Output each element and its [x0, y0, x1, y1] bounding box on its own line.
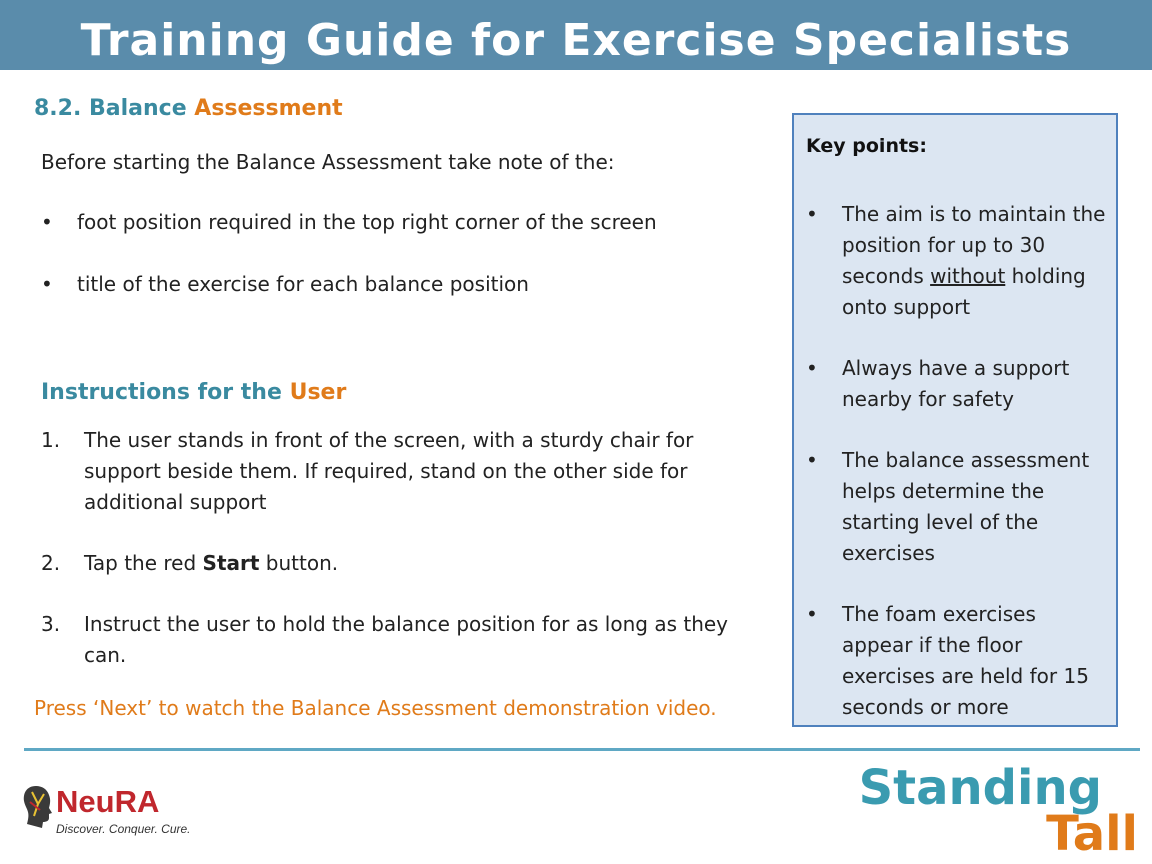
- list-item: [806, 599, 1106, 723]
- section-title-accent: Assessment: [194, 96, 343, 121]
- step-text-post: button.: [265, 551, 339, 575]
- step-item: [41, 548, 761, 579]
- key-point-text: The foam exercises appear if the floor exercises are held for 15 seconds or more: [842, 602, 1089, 719]
- instructions-heading-accent: User: [289, 380, 347, 405]
- step-text-bold: Start: [202, 551, 260, 575]
- step-text-pre: Tap the red: [84, 551, 197, 575]
- list-item: [41, 210, 657, 272]
- key-points-box: [792, 113, 1118, 727]
- step-text: The user stands in front of the screen, with a sturdy chair for support beside them. If required, stand on the other side for additional support: [84, 428, 694, 514]
- bullet-icon: •: [41, 272, 53, 296]
- key-point-text: Always have a support nearby for safety: [842, 356, 1070, 411]
- bullet-icon: •: [806, 602, 818, 626]
- standing-text: Standing: [858, 760, 1102, 816]
- key-point-text: The balance assessment helps determine the starting level of the exercises: [842, 448, 1090, 565]
- step-text: Instruct the user to hold the balance position for as long as they can.: [84, 612, 729, 667]
- note-text: title of the exercise for each balance position: [77, 272, 529, 296]
- key-point-pre: The aim is to maintain the position for up to 30 seconds: [842, 202, 1106, 288]
- title-bar: [0, 0, 1152, 70]
- footer-divider: [24, 748, 1140, 751]
- key-points-list: [806, 199, 1106, 753]
- list-item: [806, 353, 1106, 415]
- list-item: [806, 445, 1106, 569]
- notes-list: [41, 210, 657, 334]
- instructions-heading: [41, 380, 346, 405]
- step-item: [41, 425, 761, 518]
- list-item: [41, 272, 657, 334]
- section-heading: [34, 96, 343, 121]
- bullet-icon: •: [806, 356, 818, 380]
- neura-brand-name: NeuRA: [56, 784, 160, 819]
- section-number-title: 8.2. Balance: [34, 96, 187, 121]
- head-silhouette-icon: [22, 784, 54, 832]
- key-point-post: holding onto support: [842, 264, 1086, 319]
- bullet-icon: •: [806, 202, 818, 226]
- bullet-icon: •: [41, 210, 53, 234]
- bullet-icon: •: [806, 448, 818, 472]
- neura-tagline: Discover. Conquer. Cure.: [56, 822, 191, 836]
- standing-tall-logo: [858, 760, 1142, 862]
- step-number: 2.: [41, 551, 61, 575]
- instructions-heading-text: Instructions for the: [41, 380, 282, 405]
- next-note: Press ‘Next’ to watch the Balance Assessment demonstration video.: [34, 696, 717, 720]
- list-item: [806, 199, 1106, 323]
- page-title: Training Guide for Exercise Specialists: [80, 15, 1072, 66]
- neura-logo: [22, 784, 202, 844]
- tall-text: Tall: [1046, 806, 1138, 862]
- instruction-steps: [41, 425, 761, 701]
- key-points-title: Key points:: [806, 135, 927, 157]
- step-item: [41, 609, 761, 671]
- key-point-underline: without: [930, 264, 1006, 288]
- note-text: foot position required in the top right corner of the screen: [77, 210, 657, 234]
- intro-text: Before starting the Balance Assessment take note of the:: [41, 150, 615, 174]
- step-number: 3.: [41, 612, 61, 636]
- step-number: 1.: [41, 428, 61, 452]
